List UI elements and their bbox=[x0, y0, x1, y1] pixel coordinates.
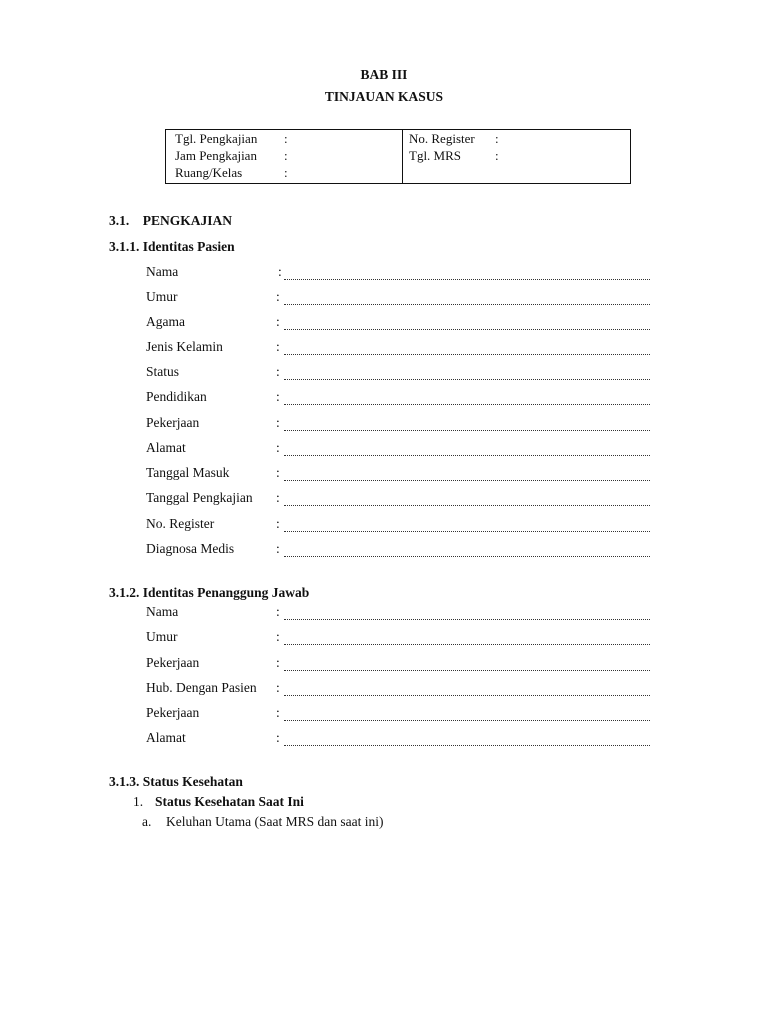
field-fill-line[interactable] bbox=[284, 629, 650, 645]
header-label: Tgl. MRS bbox=[409, 148, 462, 163]
field-fill-line[interactable] bbox=[284, 604, 650, 620]
field-label: Diagnosa Medis bbox=[146, 541, 235, 556]
header-colon: : bbox=[495, 131, 499, 146]
field-fill-line[interactable] bbox=[284, 680, 650, 696]
field-pj-alamat bbox=[146, 730, 650, 748]
list-item-letter: a. bbox=[142, 814, 152, 829]
field-agama bbox=[146, 314, 650, 332]
header-row-tgl-mrs bbox=[409, 148, 499, 164]
field-label: Nama bbox=[146, 264, 179, 279]
field-fill-line[interactable] bbox=[284, 655, 650, 671]
field-fill-line[interactable] bbox=[284, 440, 650, 456]
field-colon: : bbox=[276, 465, 280, 480]
field-pj-nama bbox=[146, 604, 650, 622]
field-colon: : bbox=[276, 389, 280, 404]
chapter-number: BAB III bbox=[360, 67, 408, 82]
field-status bbox=[146, 364, 650, 382]
field-fill-line[interactable] bbox=[284, 389, 650, 405]
field-label: Alamat bbox=[146, 730, 186, 745]
section-penanggung-jawab-heading: 3.1.2. Identitas Penanggung Jawab bbox=[109, 585, 310, 600]
field-label: Agama bbox=[146, 314, 185, 329]
field-label: Tanggal Masuk bbox=[146, 465, 230, 480]
subsection-status-saat-ini: Status Kesehatan Saat Ini bbox=[155, 794, 304, 809]
field-fill-line[interactable] bbox=[284, 541, 650, 557]
field-umur bbox=[146, 289, 650, 307]
field-colon: : bbox=[276, 289, 280, 304]
field-colon: : bbox=[276, 490, 280, 505]
field-label: Pekerjaan bbox=[146, 415, 200, 430]
field-label: Pendidikan bbox=[146, 389, 207, 404]
field-fill-line[interactable] bbox=[284, 364, 650, 380]
field-fill-line[interactable] bbox=[284, 490, 650, 506]
field-colon: : bbox=[276, 541, 280, 556]
section-identitas-pasien-heading: 3.1.1. Identitas Pasien bbox=[109, 239, 235, 254]
header-colon: : bbox=[284, 131, 288, 146]
field-fill-line[interactable] bbox=[284, 264, 650, 280]
field-label: Pekerjaan bbox=[146, 655, 200, 670]
header-label: Jam Pengkajian bbox=[175, 148, 257, 163]
field-fill-line[interactable] bbox=[284, 289, 650, 305]
field-label: Tanggal Pengkajian bbox=[146, 490, 253, 505]
header-label: No. Register bbox=[409, 131, 475, 146]
field-fill-line[interactable] bbox=[284, 465, 650, 481]
field-fill-line[interactable] bbox=[284, 314, 650, 330]
field-label: Jenis Kelamin bbox=[146, 339, 223, 354]
header-colon: : bbox=[495, 148, 499, 163]
field-label: No. Register bbox=[146, 516, 215, 531]
section-status-kesehatan-heading: 3.1.3. Status Kesehatan bbox=[109, 774, 243, 789]
field-colon: : bbox=[276, 655, 280, 670]
field-fill-line[interactable] bbox=[284, 705, 650, 721]
field-colon: : bbox=[276, 440, 280, 455]
field-jenis-kelamin bbox=[146, 339, 650, 357]
field-label: Alamat bbox=[146, 440, 186, 455]
field-diagnosa-medis bbox=[146, 541, 650, 559]
field-colon: : bbox=[276, 339, 280, 354]
field-colon: : bbox=[276, 730, 280, 745]
field-fill-line[interactable] bbox=[284, 516, 650, 532]
field-pj-pekerjaan bbox=[146, 655, 650, 673]
field-label: Nama bbox=[146, 604, 179, 619]
field-pj-umur bbox=[146, 629, 650, 647]
field-fill-line[interactable] bbox=[284, 339, 650, 355]
field-colon: : bbox=[276, 314, 280, 329]
field-label: Pekerjaan bbox=[146, 705, 200, 720]
field-colon: : bbox=[276, 705, 280, 720]
header-colon: : bbox=[284, 148, 288, 163]
list-item-number: 1. bbox=[133, 794, 144, 809]
header-row-jam-pengkajian bbox=[175, 148, 288, 164]
header-table bbox=[165, 129, 631, 184]
field-colon: : bbox=[276, 604, 280, 619]
item-keluhan-utama: Keluhan Utama (Saat MRS dan saat ini) bbox=[166, 814, 384, 829]
section-pengkajian-heading: 3.1. PENGKAJIAN bbox=[109, 213, 233, 228]
field-fill-line[interactable] bbox=[284, 415, 650, 431]
header-label: Ruang/Kelas bbox=[175, 165, 243, 180]
field-colon: : bbox=[278, 264, 282, 279]
field-label: Umur bbox=[146, 289, 178, 304]
header-colon: : bbox=[284, 165, 288, 180]
header-row-tgl-pengkajian bbox=[175, 131, 288, 147]
chapter-title: TINJAUAN KASUS bbox=[324, 89, 444, 104]
field-tanggal-masuk bbox=[146, 465, 650, 483]
header-label: Tgl. Pengkajian bbox=[175, 131, 258, 146]
header-row-no-register bbox=[409, 131, 499, 147]
field-nama bbox=[146, 264, 650, 282]
field-colon: : bbox=[276, 516, 280, 531]
field-alamat bbox=[146, 440, 650, 458]
field-label: Status bbox=[146, 364, 180, 379]
field-colon: : bbox=[276, 680, 280, 695]
field-colon: : bbox=[276, 415, 280, 430]
field-label: Umur bbox=[146, 629, 178, 644]
field-label: Hub. Dengan Pasien bbox=[146, 680, 257, 695]
field-pj-pekerjaan-2 bbox=[146, 705, 650, 723]
field-pj-hub-dengan-pasien bbox=[146, 680, 650, 698]
field-fill-line[interactable] bbox=[284, 730, 650, 746]
field-colon: : bbox=[276, 364, 280, 379]
field-pekerjaan bbox=[146, 415, 650, 433]
header-table-divider bbox=[402, 130, 403, 183]
header-row-ruang-kelas bbox=[175, 165, 288, 181]
field-colon: : bbox=[276, 629, 280, 644]
field-pendidikan bbox=[146, 389, 650, 407]
field-tanggal-pengkajian bbox=[146, 490, 650, 508]
field-no-register bbox=[146, 516, 650, 534]
